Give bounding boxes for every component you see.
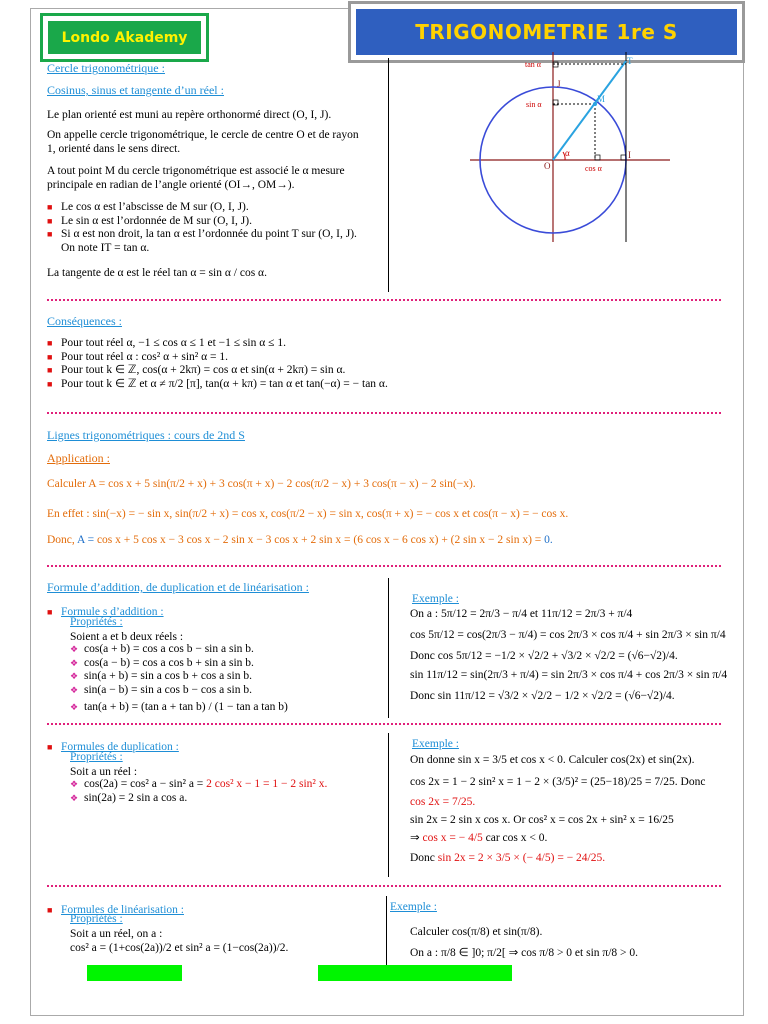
text-example-1: On a : 5π/12 = 2π/3 − π/4 et 11π/12 = 2π/3 + π/4 (410, 608, 633, 620)
bullet-icon: ■ (47, 215, 53, 226)
text-donc: Donc, A = cos x + 5 cos x − 3 cos x − 2 sin x − 3 cos x + 2 sin x = (6 cos x − 6 cos x) + (2 sin x − 2 sin x) = 0. (47, 534, 553, 546)
text-lin-example-2: On a : π/8 ∈ ]0; π/2[ ⇒ cos π/8 > 0 et sin π/8 > 0. (410, 947, 639, 959)
label-alpha: α (565, 148, 570, 158)
subsection-title-cosinus: Cosinus, sinus et tangente d’un réel : (47, 83, 224, 97)
page-title: TRIGONOMETRIE 1re S (356, 9, 737, 55)
diamond-icon: ❖ (70, 792, 79, 803)
trig-circle-diagram (470, 52, 670, 242)
diamond-icon: ❖ (70, 702, 79, 712)
list-item: ■ Si α est non droit, la tan α est l’ordonnée du point T sur (O, I, J). (47, 228, 357, 240)
text-point-1: A tout point M du cercle trigonométrique est associé le α mesure (47, 165, 345, 177)
text-point-2: principale en radian de l’angle orienté (OI→, OM→). (47, 179, 295, 191)
separator (47, 565, 721, 567)
list-item: ❖ sin(a + b) = sin a cos b + cos a sin b. (70, 670, 252, 682)
text-tangente: La tangente de α est le réel tan α = sin α / cos α. (47, 267, 267, 279)
text-dup-example-5: ⇒ cos x = − 4/5 car cos x < 0. (410, 832, 548, 844)
linearisation-header: ■ Formules de linéarisation : (47, 904, 184, 916)
text-dup-example-2: cos 2x = 1 − 2 sin² x = 1 − 2 × (3/5)² = (25−18)/25 = 7/25. Donc (410, 776, 706, 788)
list-item: ■ Le cos α est l’abscisse de M sur (O, I, J). (47, 201, 249, 213)
bullet-icon: ■ (47, 905, 53, 915)
text-example-5: Donc sin 11π/12 = √3/2 × √2/2 − 1/2 × √2/2 = (√6−√2)/4. (410, 690, 675, 702)
separator (47, 412, 721, 414)
separator (47, 885, 721, 887)
text-example-4: sin 11π/12 = sin(2π/3 + π/4) = sin 2π/3 × cos π/4 + cos 2π/3 × sin π/4 (410, 669, 728, 681)
text-soient: Soient a et b deux réels : (70, 631, 184, 643)
list-item: ❖ sin(a − b) = sin a cos b − cos a sin b. (70, 683, 252, 696)
separator (47, 299, 721, 301)
logo-text: Londo Akademy (48, 21, 201, 54)
label-J: J (557, 79, 561, 89)
bullet-icon: ■ (47, 365, 53, 375)
addition-header: ■ Formule s d’addition : (47, 606, 164, 618)
column-divider (388, 578, 389, 718)
diamond-icon: ❖ (70, 779, 79, 789)
text-dup-example-6: Donc sin 2x = 2 × 3/5 × (− 4/5) = − 24/25. (410, 852, 606, 864)
text-example-3: Donc cos 5π/12 = −1/2 × √2/2 + √3/2 × √2/2 = (√6−√2)/4. (410, 650, 678, 662)
list-item: ❖ tan(a + b) = (tan a + tan b) / (1 − tan a tan b) (70, 701, 288, 713)
bullet-icon: ■ (47, 378, 53, 389)
label-M: M (597, 94, 606, 104)
bullet-icon: ■ (47, 607, 53, 617)
section-title-formules: Formule d’addition, de duplication et de linéarisation : (47, 580, 309, 594)
text-cercle-2: 1, orienté dans le sens direct. (47, 143, 181, 155)
label-I: I (628, 150, 631, 160)
bullet-icon: ■ (47, 338, 53, 348)
props-label: Propriétés : (70, 913, 123, 925)
text-soit: Soit a un réel : (70, 766, 138, 778)
list-item: ❖ cos(a + b) = cos a cos b − sin a sin b. (70, 643, 254, 655)
text-dup-example-1: On donne sin x = 3/5 et cos x < 0. Calculer cos(2x) et sin(2x). (410, 754, 695, 766)
label-T: T (627, 56, 633, 66)
diamond-icon: ❖ (70, 671, 79, 681)
example-title: Exemple : (390, 901, 437, 913)
column-divider (386, 896, 387, 976)
text-cercle-1: On appelle cercle trigonométrique, le cercle de centre O et de rayon (47, 129, 359, 141)
consequences-list (47, 337, 707, 391)
label-tan: tan α (525, 60, 541, 69)
text-example-2: cos 5π/12 = cos(2π/3 − π/4) = cos 2π/3 × cos π/4 + sin 2π/3 × sin π/4 (410, 629, 726, 641)
props-label: Propriétés : (70, 616, 123, 628)
column-divider (388, 58, 389, 292)
duplication-header: ■ Formules de duplication : (47, 741, 179, 753)
label-cos: cos α (585, 164, 602, 173)
column-divider (388, 733, 389, 877)
section-title-consequences: Conséquences : (47, 314, 122, 328)
example-title: Exemple : (412, 738, 459, 750)
diamond-icon: ❖ (70, 644, 79, 654)
list-item: ■ Pour tout réel α : cos² α + sin² α = 1. (47, 350, 228, 363)
bullet-icon: ■ (47, 351, 53, 362)
list-item: ■ Le sin α est l’ordonnée de M sur (O, I, J). (47, 214, 252, 227)
highlight-bar (318, 965, 512, 981)
definitions-list (47, 201, 387, 255)
list-item: ❖ sin(2a) = 2 sin a cos a. (70, 791, 188, 804)
text-calculer: Calculer A = cos x + 5 sin(π/2 + x) + 3 cos(π + x) − 2 cos(π/2 − x) + 3 cos(π − x) − 2 sin(−x). (47, 478, 476, 490)
text-en-effet: En effet : sin(−x) = − sin x, sin(π/2 + x) = cos x, cos(π/2 − x) = sin x, cos(π + x) = − cos x et cos(π − x) = − cos x. (47, 508, 569, 520)
list-item: ❖ cos(a − b) = cos a cos b + sin a sin b. (70, 656, 254, 669)
list-item: ■ Pour tout k ∈ ℤ, cos(α + 2kπ) = cos α et sin(α + 2kπ) = sin α. (47, 364, 346, 376)
text-dup-example-3: cos 2x = 7/25. (410, 796, 476, 808)
example-title: Exemple : (412, 593, 459, 605)
list-item: On note IT = tan α. (61, 241, 150, 254)
bullet-icon: ■ (47, 229, 53, 239)
label-O: O (544, 161, 551, 171)
application-title: Application : (47, 451, 110, 465)
props-label: Propriétés : (70, 751, 123, 763)
separator (47, 723, 721, 725)
list-item: ■ Pour tout k ∈ ℤ et α ≠ π/2 [π], tan(α + kπ) = tan α et tan(−α) = − tan α. (47, 377, 388, 390)
section-title-lignes: Lignes trigonométriques : cours de 2nd S (47, 428, 245, 442)
text-lin-formula: cos² a = (1+cos(2a))/2 et sin² a = (1−cos(2a))/2. (70, 942, 289, 954)
bullet-icon: ■ (47, 742, 53, 752)
addition-formulas (70, 643, 380, 715)
bullet-icon: ■ (47, 202, 53, 212)
text-soit-lin: Soit a un réel, on a : (70, 928, 163, 940)
label-sin: sin α (526, 100, 542, 109)
text-dup-example-4: sin 2x = 2 sin x cos x. Or cos² x = cos 2x + sin² x = 16/25 (410, 814, 674, 826)
text-plan: Le plan orienté est muni au repère orthonormé direct (O, I, J). (47, 109, 332, 121)
highlight-bar (87, 965, 182, 981)
diamond-icon: ❖ (70, 684, 79, 695)
text-lin-example-1: Calculer cos(π/8) et sin(π/8). (410, 926, 543, 938)
logo (40, 13, 209, 62)
list-item: ❖ cos(2a) = cos² a − sin² a = 2 cos² x − 1 = 1 − 2 sin² x. (70, 778, 328, 790)
duplication-formulas (70, 778, 380, 805)
list-item: ■ Pour tout réel α, −1 ≤ cos α ≤ 1 et −1 ≤ sin α ≤ 1. (47, 337, 286, 349)
ray-OT (553, 61, 626, 160)
section-title-cercle: Cercle trigonométrique : (47, 61, 165, 75)
diamond-icon: ❖ (70, 657, 79, 668)
